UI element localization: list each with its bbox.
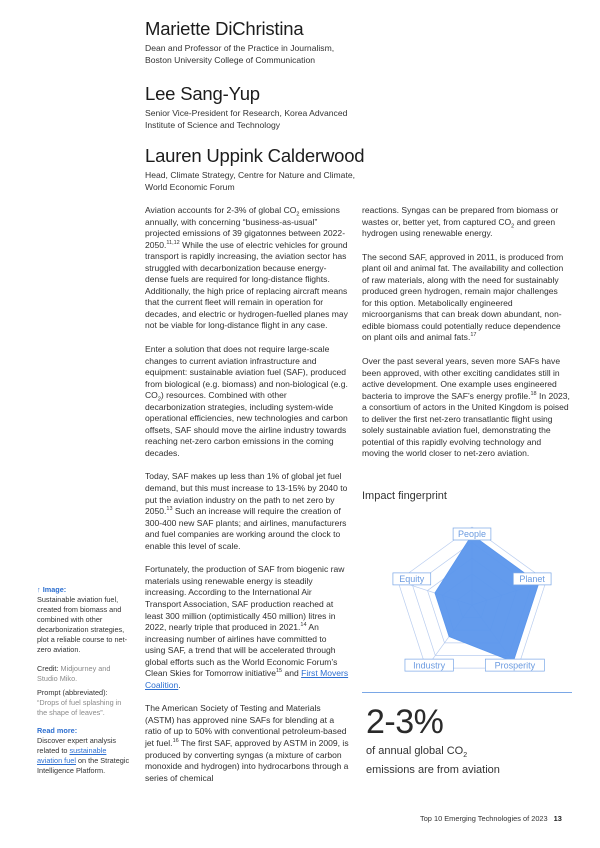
radar-axis-label: Equity bbox=[399, 574, 425, 585]
radar-axis-label: Prosperity bbox=[494, 660, 536, 671]
arrow-up-icon: ↑ bbox=[37, 585, 41, 594]
impact-fingerprint-title: Impact fingerprint bbox=[362, 490, 447, 502]
image-caption-text: Sustainable aviation fuel, created from biomass and combined with other decarbonization strategies, plot a reliable course to net-zero aviation. bbox=[37, 595, 128, 654]
credit-label: Credit: bbox=[37, 664, 59, 673]
credit-value: Midjourney and Studio Miko. bbox=[37, 664, 111, 683]
first-movers-coalition-link[interactable]: First Movers Coalition bbox=[145, 668, 349, 690]
paragraph: The second SAF, approved in 2011, is produced from plant oil and animal fat. The availability and collection of raw materials, along with the need for sustainably produced green hydrogen, remain major challenges for this option. Metabolically engineered microorganisms that can break down abundant, non-edible biomass could potentially reduce dependence on plant oils and animal fats.$^{17}$ bbox=[362, 251, 564, 343]
author-name-1: Mariette DiChristina bbox=[145, 18, 304, 39]
author-name-2: Lee Sang-Yup bbox=[145, 83, 260, 104]
read-more-pre: Discover expert analysis related to bbox=[37, 736, 117, 755]
stat-caption: of annual global $CO_2$ emissions are from aviation bbox=[366, 745, 500, 777]
prompt-value: “Drops of fuel splashing in the shape of leaves”. bbox=[37, 698, 122, 717]
image-caption-head: Image: bbox=[42, 585, 67, 594]
page-footer bbox=[420, 814, 562, 823]
paragraph: Enter a solution that does not require large-scale changes to current aviation infrastructure and equipment: sustainable aviation fuel (SAF), produced from biological (e.g. biomass) and non-biological (e.g. $CO_2$) resources. Combined with other decarbonization strategies, including system-wide operational efficiencies, new technologies and carbon offsets, SAF should move the airline industry towards reaching net-zero carbon emissions in the coming decades. bbox=[145, 344, 348, 458]
page-number: 13 bbox=[553, 814, 562, 823]
author-role-1: Dean and Professor of the Practice in Journalism, Boston University College of Communication bbox=[145, 43, 335, 65]
sustainable-aviation-fuel-link[interactable]: sustainable aviation fuel bbox=[37, 746, 107, 765]
divider bbox=[362, 692, 572, 693]
radar-axis-label: Planet bbox=[519, 574, 545, 585]
read-more-post: on the Strategic Intelligence Platform. bbox=[37, 756, 130, 775]
body-column-left bbox=[145, 205, 349, 796]
big-stat-value: 2-3% bbox=[366, 703, 444, 741]
image-caption bbox=[37, 585, 132, 655]
paragraph: The American Society of Testing and Materials (ASTM) has approved nine SAFs for blending at a ratio of up to 50% with conventional petroleum-based jet fuel.$^{16}$ The first SAF, approved by ASTM in 2009, is produced by converting syngas (a mixture of carbon monoxide and hydrogen) into hydrocarbons through a series of chemical bbox=[145, 703, 349, 783]
radar-axis-label: Industry bbox=[413, 660, 446, 671]
paragraph: Today, SAF makes up less than 1% of global jet fuel demand, but this must increase to 13-15% by 2040 to put the aviation industry on the path to net zero by 2050.13 Such an increase will require the creation of 300-400 new SAF plants; and airlines, manufacturers and fuel companies are working around the clock to enable this level of scale. bbox=[145, 471, 348, 551]
footer-title: Top 10 Emerging Technologies of 2023 bbox=[420, 814, 548, 823]
paragraph: Over the past several years, seven more SAFs have been approved, with other exciting candidates still in active development. One example uses engineered bacteria to improve the SAF’s energy profile.$^{18}$ In 2023, a consortium of actors in the United Kingdom is poised to deliver the first net-zero transatlantic flight using solely sustainable aviation fuel, demonstrating the potential of this rapidly evolving technology and moving the world closer to net-zero aviation. bbox=[362, 356, 570, 459]
prompt-label: Prompt (abbreviated): bbox=[37, 688, 108, 697]
read-more-head: Read more: bbox=[37, 726, 78, 735]
radar-axis-label: People bbox=[457, 529, 487, 540]
author-name-3: Lauren Uppink Calderwood bbox=[145, 145, 365, 166]
paragraph: Aviation accounts for 2-3% of global $CO_2$ emissions annually, with concerning “business-as-usual” projected emissions of 39 gigatonnes between 2022-2050.$^{11,12}$ While the use of electric vehicles for ground transport is rapidly increasing, the aviation sector has struggled with decarbonization because energy-dense fuels are required for long-distance flights. Additionally, the high price of replacing aircraft means that the current fleet will remain in operation for decades, and electric or hydrogen-fuelled planes may not be viable for long-distance flight in any case. bbox=[145, 205, 348, 331]
impact-radar-chart bbox=[355, 515, 585, 687]
body-column-right bbox=[362, 205, 570, 472]
paragraph: Fortunately, the production of SAF from biogenic raw materials using renewable energy is steadily increasing. According to the International Air Transport Association, SAF production reached at least 300 million (optimistically 450 million) litres in 2022, nearly triple that produced in 2021.14 An increasing number of airlines have committed to using SAF, a trend that will be accelerated through global efforts such as the World Economic Forum’s Clean Skies for Tomorrow initiative$^{15}$ and First Movers Coalition. bbox=[145, 564, 349, 690]
paragraph: reactions. Syngas can be prepared from biomass or wastes or, better yet, from captured $CO_2$ and green hydrogen using renewable energy. bbox=[362, 205, 559, 239]
image-credit bbox=[37, 664, 132, 684]
read-more bbox=[37, 726, 132, 776]
author-role-3: Head, Climate Strategy, Centre for Nature and Climate, World Economic Forum bbox=[145, 170, 356, 192]
author-role-2: Senior Vice-President for Research, Korea Advanced Institute of Science and Technology bbox=[145, 108, 348, 130]
image-prompt bbox=[37, 688, 132, 718]
